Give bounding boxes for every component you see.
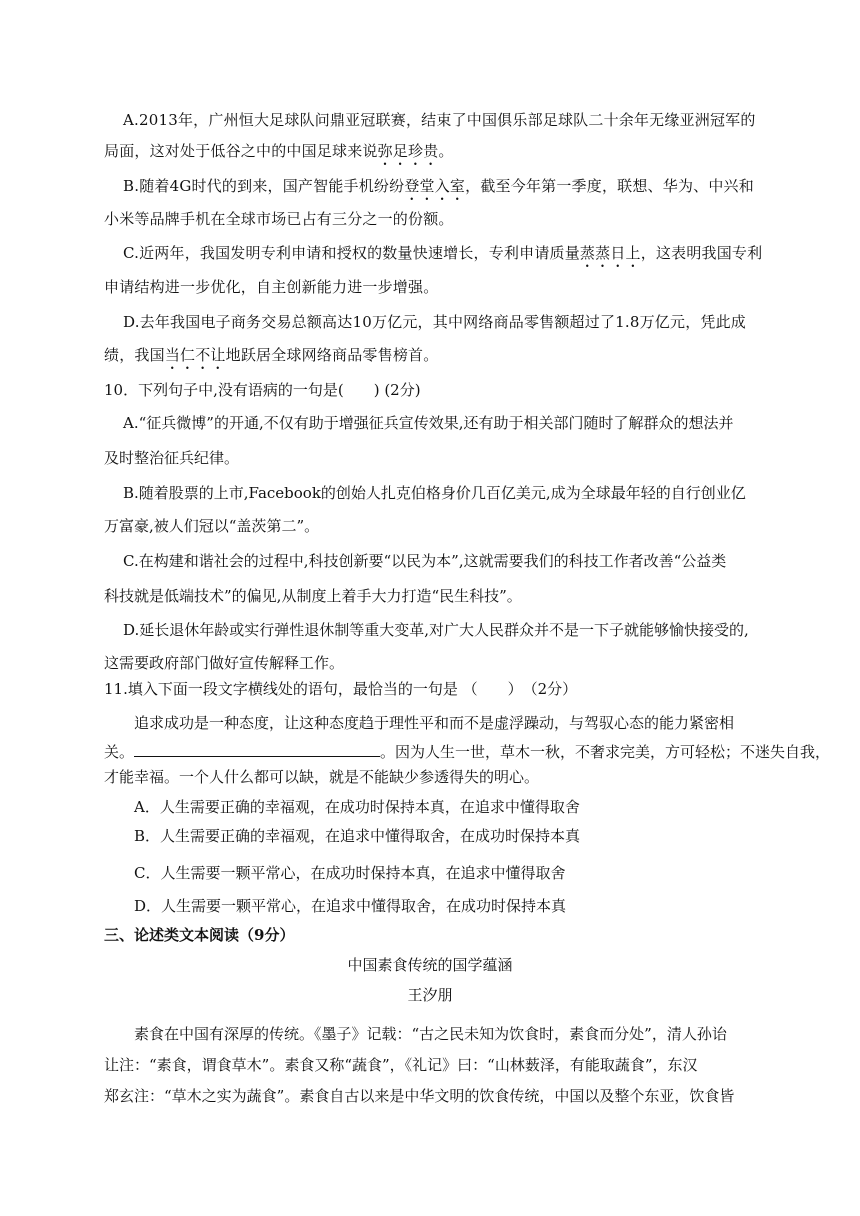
paragraph-line: 素食在中国有深厚的传统。《墨子》记载：“古之民未知为饮食时，素食而分处”，清人孙诒	[134, 1025, 727, 1043]
q10-option-d-line2: 这需要政府部门做好宣传解释工作。	[104, 654, 345, 672]
q10-option-d-line1: D.延长退休年龄或实行弹性退休制等重大变革,对广大人民群众并不是一下子就能够愉快接受的,	[123, 621, 749, 639]
paragraph-line: 让注：“素食，谓食草木”。素食又称“蔬食”，《礼记》曰：“山林薮泽，有能取蔬食”，东汉	[104, 1056, 698, 1074]
q9-option-a-line2: 局面，这对处于低谷之中的中国足球来说弥足珍贵。	[104, 142, 454, 160]
q10-option-c-line2: 科技就是低端技术”的偏见,从制度上着手大力打造“民生科技”。	[104, 587, 522, 605]
emphasized-idiom: 弥足珍贵	[377, 142, 439, 160]
q10-option-c-line1: C.在构建和谐社会的过程中,科技创新要“以民为本”,这就需要我们的科技工作者改善“公益类	[123, 552, 727, 570]
q11-option-d: D．人生需要一颗平常心，在追求中懂得取舍，在成功时保持本真	[134, 897, 567, 915]
emphasized-idiom: 蒸蒸日上	[579, 244, 641, 262]
q10-option-a-line2: 及时整治征兵纪律。	[104, 449, 240, 467]
q11-option-b: B．人生需要正确的幸福观，在追求中懂得取舍，在成功时保持本真	[134, 827, 581, 845]
q10-option-b-line1: B.随着股票的上市,Facebook的创始人扎克伯格身价几百亿美元,成为全球最年轻的自行创业亿	[123, 484, 746, 502]
q11-passage-line3: 才能幸福。一个人什么都可以缺，就是不能缺少参透得失的明心。	[104, 768, 540, 786]
answer-blank	[134, 740, 380, 757]
section-heading: 三、论述类文本阅读（9分）	[104, 926, 295, 944]
emphasized-idiom: 登堂入室	[404, 177, 466, 195]
q10-option-b-line2: 万富豪,被人们冠以“盖茨第二”。	[104, 517, 320, 535]
q9-option-a-text: A.2013年，广州恒大足球队问鼎亚冠联赛，结束了中国俱乐部足球队二十余年无缘亚洲冠军的	[123, 111, 756, 129]
q9-option-c-line1: C.近两年，我国发明专利申请和授权的数量快速增长，专利申请质量蒸蒸日上，这表明我国专利	[123, 244, 763, 262]
emphasized-idiom: 当仁不让	[164, 346, 226, 364]
q11-passage-line1: 追求成功是一种态度，让这种态度趋于理性平和而不是虚浮躁动，与驾驭心态的能力紧密相	[134, 714, 735, 732]
article-title: 中国素食传统的国学蕴涵	[347, 956, 513, 974]
paragraph-line: 郑玄注：“草木之实为蔬食”。素食自古以来是中华文明的饮食传统，中国以及整个东亚，饮食皆	[104, 1087, 735, 1105]
q10-stem: 10．下列句子中,没有语病的一句是( ) (2分)	[104, 381, 421, 399]
q11-passage-line2: 关。 。因为人生一世，草木一秋，不奢求完美，方可轻松；不迷失自我，	[104, 740, 830, 762]
q9-option-b-line1: B.随着4G时代的到来，国产智能手机纷纷登堂入室，截至今年第一季度，联想、华为、中兴和	[123, 177, 754, 195]
q11-option-c: C．人生需要一颗平常心，在成功时保持本真，在追求中懂得取舍	[134, 864, 566, 882]
q10-option-a-line1: A.“征兵微博”的开通,不仅有助于增强征兵宣传效果,还有助于相关部门随时了解群众的想法并	[123, 414, 734, 432]
q9-option-b-line2: 小米等品牌手机在全球市场已占有三分之一的份额。	[104, 210, 454, 228]
q9-option-d-line2: 绩，我国当仁不让地跃居全球网络商品零售榜首。	[104, 346, 439, 364]
q11-stem: 11.填入下面一段文字横线处的语句，最恰当的一句是 （ ） （2分）	[104, 680, 578, 698]
q9-option-d-line1: D.去年我国电子商务交易总额高达10万亿元，其中网络商品零售额超过了1.8万亿元，凭此成	[123, 313, 747, 331]
q9-option-a-line1	[123, 110, 756, 130]
q9-option-a-text2: 局面，这对处于低谷之中的中国足球来说	[104, 142, 378, 160]
q11-option-a: A．人生需要正确的幸福观，在成功时保持本真，在追求中懂得取舍	[134, 798, 580, 816]
article-author: 王汐朋	[407, 986, 453, 1004]
q9-option-c-line2: 申请结构进一步优化，自主创新能力进一步增强。	[104, 278, 439, 296]
